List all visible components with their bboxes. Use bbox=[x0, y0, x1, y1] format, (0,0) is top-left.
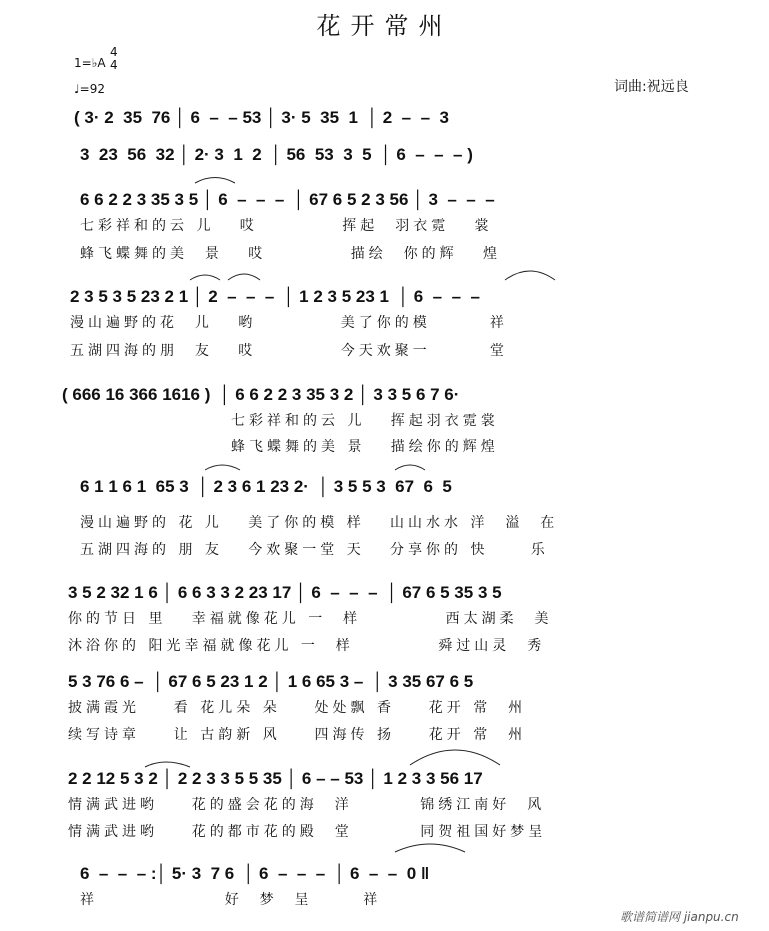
slur-arc bbox=[228, 274, 260, 280]
slur-arc bbox=[190, 275, 220, 280]
system-4-notes: 2 3 5 3 5 23 2 1 │ 2 – – – │ 1 2 3 5 23 1 │ 6 – – – bbox=[70, 287, 480, 306]
system-5-lyrics-1: 七彩祥和的云 儿 挥起羽衣霓裳 bbox=[62, 413, 499, 429]
slur-arc bbox=[395, 465, 425, 470]
system-1-notes: ( 3· 2 35 76 │ 6 – – 53 │ 3· 5 35 1 │ 2 – – 3 bbox=[74, 108, 449, 127]
system-5-lyrics-2: 蜂飞蝶舞的美 景 描绘你的辉煌 bbox=[62, 439, 499, 455]
credit: 词曲:祝远良 bbox=[614, 79, 689, 95]
system-7-lyrics-2: 沐浴你的 阳光幸福就像花儿 一 样 舜过山灵 秀 bbox=[68, 638, 546, 654]
system-3-lyrics-1: 七彩祥和的云 儿 哎 挥起 羽衣霓 裳 bbox=[80, 218, 493, 234]
system-8-lyrics-2: 续写诗章 让 古韵新 风 四海传 扬 花开 常 州 bbox=[68, 727, 527, 743]
page-title: 花开常州 bbox=[316, 12, 453, 40]
system-5-notes: ( 666 16 366 1616 ) │ 6 6 2 2 3 35 3 2 │ 3 3 5 6 7 6· bbox=[62, 385, 460, 404]
watermark: 歌谱简谱网 jianpu.cn bbox=[620, 910, 739, 924]
time-signature-top: 4 bbox=[110, 45, 118, 59]
slur-arc bbox=[205, 465, 240, 470]
slur-arc bbox=[195, 178, 235, 184]
slur-arc bbox=[505, 271, 555, 280]
system-3-lyrics-2: 蜂飞蝶舞的美 景 哎 描绘 你的辉 煌 bbox=[80, 246, 502, 262]
system-9-notes: 2 2 12 5 3 2 │ 2 2 3 3 5 5 35 │ 6 – – 53 │ 1 2 3 3 56 17 bbox=[68, 769, 483, 788]
system-9-lyrics-1: 情满武进哟 花的盛会花的海 洋 锦绣江南好 风 bbox=[68, 797, 546, 813]
system-10-notes: 6 – – – :│ 5· 3 7 6 │ 6 – – – │ 6 – – 0 ‖ bbox=[80, 864, 430, 883]
key-signature-text: 1=♭A bbox=[74, 56, 106, 70]
tempo-marking: ♩=92 bbox=[74, 82, 105, 96]
system-4-lyrics-1: 漫山遍野的花 儿 哟 美了你的模 祥 bbox=[70, 315, 508, 331]
system-2-notes: 3 23 56 32 │ 2· 3 1 2 │ 56 53 3 5 │ 6 – – – ) bbox=[80, 145, 473, 164]
system-3-notes: 6 6 2 2 3 35 3 5 │ 6 – – – │ 67 6 5 2 3 56 │ 3 – – – bbox=[80, 190, 495, 209]
system-10-lyrics-1: 祥 好 梦 呈 祥 bbox=[80, 892, 382, 908]
system-7-notes: 3 5 2 32 1 6 │ 6 6 3 3 2 23 17 │ 6 – – – │ 67 6 5 35 3 5 bbox=[68, 583, 502, 602]
system-7-lyrics-1: 你的节日 里 幸福就像花儿 一 样 西太湖柔 美 bbox=[68, 611, 553, 627]
system-6-lyrics-2: 五湖四海的 朋 友 今欢聚一堂 天 分享你的 快 乐 bbox=[80, 542, 549, 558]
system-8-lyrics-1: 披满霞光 看 花儿朵 朵 处处飘 香 花开 常 州 bbox=[68, 700, 527, 716]
slur-arc bbox=[145, 762, 190, 767]
system-9-lyrics-2: 情满武进哟 花的都市花的殿 堂 同贺祖国好梦呈 bbox=[68, 824, 547, 840]
slur-arc bbox=[395, 844, 465, 852]
slur-arc bbox=[410, 750, 500, 765]
system-4-lyrics-2: 五湖四海的朋 友 哎 今天欢聚一 堂 bbox=[70, 343, 508, 359]
system-8-notes: 5 3 76 6 – │ 67 6 5 23 1 2 │ 1 6 65 3 – │ 3 35 67 6 5 bbox=[68, 672, 474, 691]
system-6-notes: 6 1 1 6 1 65 3 │ 2 3 6 1 23 2· │ 3 5 5 3 67 6 5 bbox=[80, 477, 452, 496]
time-signature-bottom: 4 bbox=[110, 58, 118, 72]
system-6-lyrics-1: 漫山遍野的 花 儿 美了你的模 样 山山水水 洋 溢 在 bbox=[80, 515, 559, 531]
